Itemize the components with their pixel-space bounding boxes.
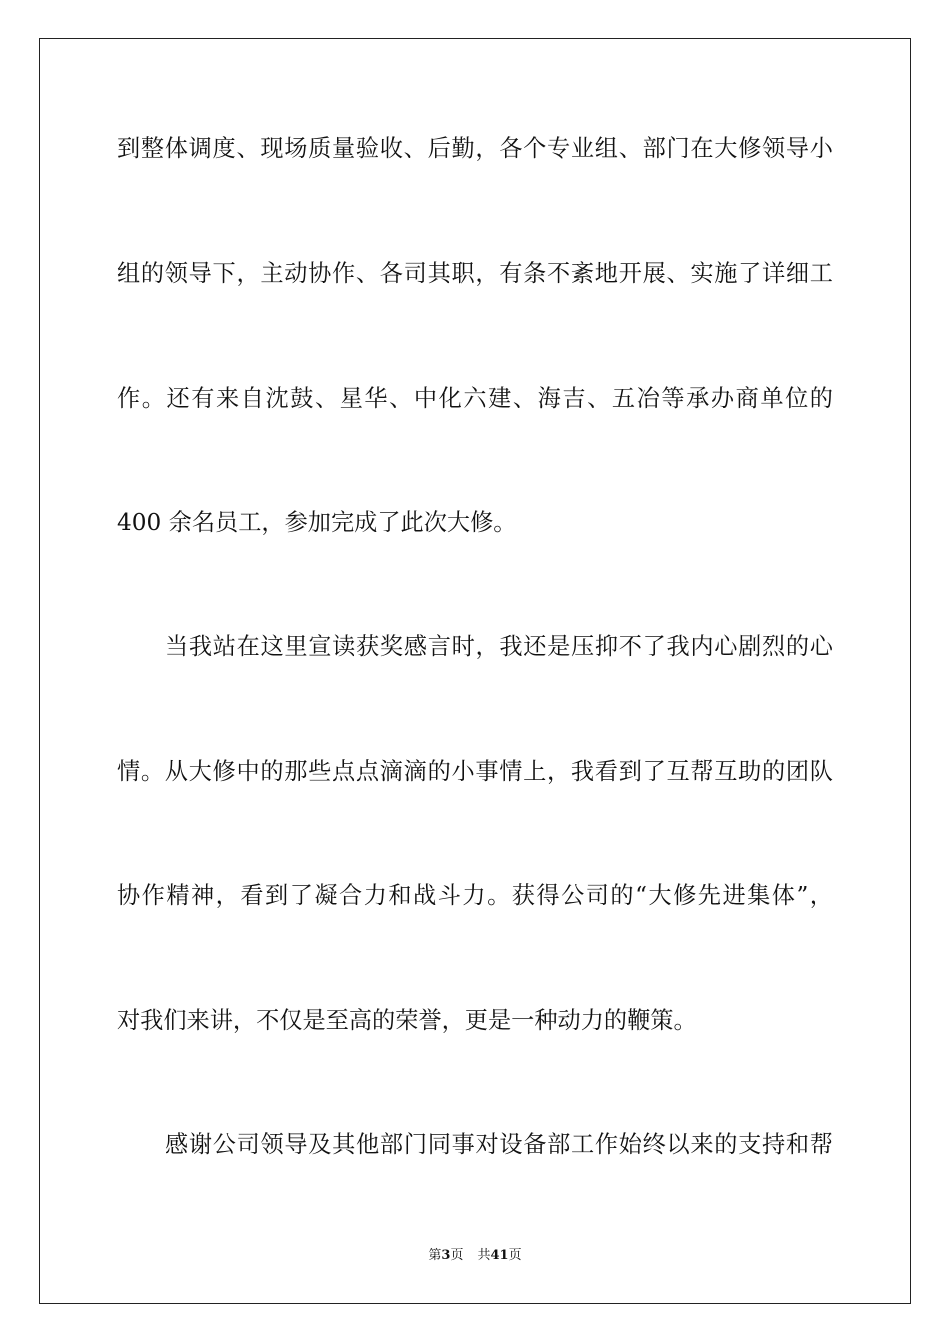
text-line-3: 作。还有来自沈鼓、星华、中化六建、海吉、五冶等承办商单位的: [117, 385, 833, 412]
text-line-1: 到整体调度、现场质量验收、后勤，各个专业组、部门在大修领导小: [117, 135, 833, 162]
text-line-9: 感谢公司领导及其他部门同事对设备部工作始终以来的支持和帮: [165, 1131, 833, 1158]
text-line-4: 400 余名员工，参加完成了此次大修。: [117, 509, 517, 536]
text-line-5: 当我站在这里宣读获奖感言时，我还是压抑不了我内心剧烈的心: [165, 633, 833, 660]
page-number: 3: [441, 1248, 451, 1263]
text-line-6: 情。从大修中的那些点点滴滴的小事情上，我看到了互帮互助的团队: [117, 758, 833, 785]
page-frame: [39, 38, 911, 1304]
total-pages: 41: [490, 1248, 509, 1263]
page-suffix: 页: [450, 1248, 464, 1263]
text-line-2: 组的领导下，主动协作、各司其职，有条不紊地开展、实施了详细工: [117, 260, 833, 287]
text-line-8: 对我们来讲，不仅是至高的荣誉，更是一种动力的鞭策。: [117, 1007, 697, 1034]
text-line-7: 协作精神，看到了凝合力和战斗力。获得公司的“大修先进集体”，: [117, 882, 833, 909]
total-suffix: 页: [508, 1248, 522, 1263]
page-footer: [0, 1246, 950, 1266]
total-prefix: 共: [477, 1248, 491, 1263]
page-prefix: 第: [428, 1248, 442, 1263]
